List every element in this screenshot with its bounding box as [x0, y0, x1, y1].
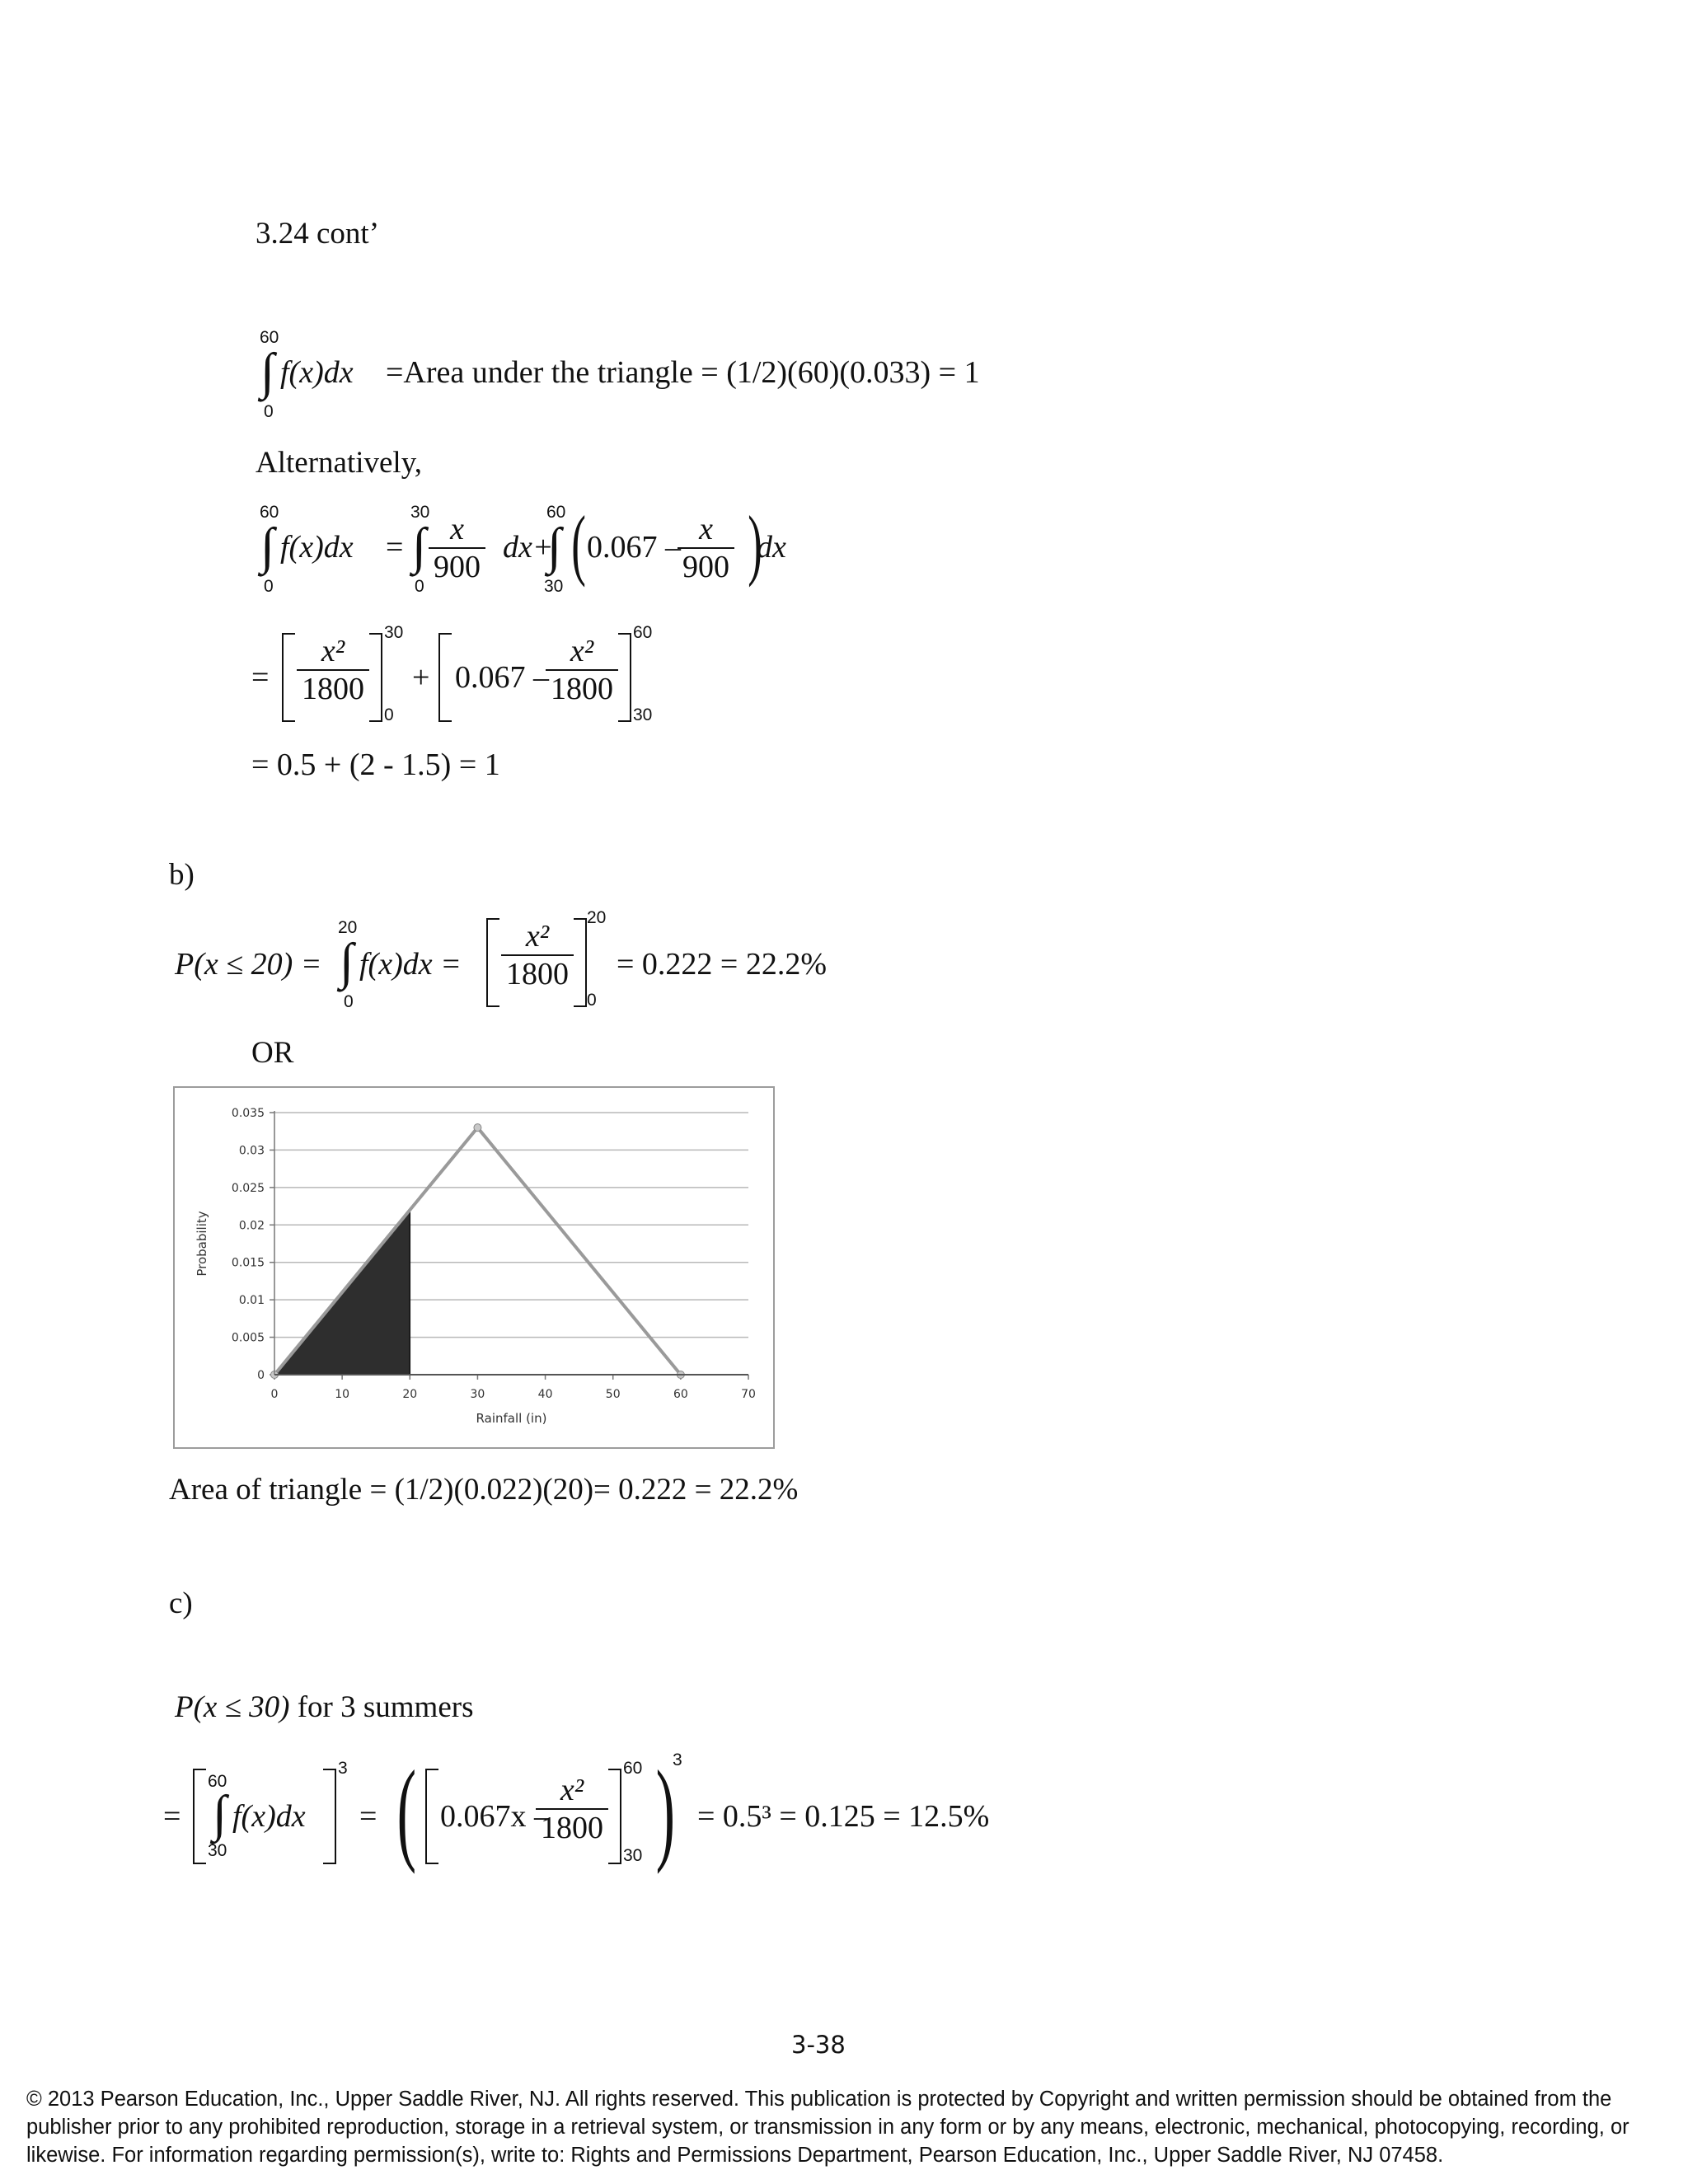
upper-limit: 60 — [260, 328, 279, 347]
right-paren: ) — [655, 1747, 675, 1875]
lower-limit: 0 — [587, 991, 597, 1010]
denominator: 1800 — [536, 1808, 608, 1846]
y-tick-label: 0.015 — [231, 1256, 265, 1270]
page-number: 3-38 — [791, 2031, 846, 2059]
probability-expression: P(x ≤ 30) — [175, 1690, 290, 1724]
denominator: 1800 — [501, 954, 574, 992]
y-tick-label: 0.02 — [238, 1219, 265, 1233]
equals-sign: = — [251, 660, 270, 695]
denominator: 900 — [678, 547, 734, 585]
equation-rhs: = 0.5³ = 0.125 = 12.5% — [697, 1799, 990, 1834]
x-tick-label: 20 — [402, 1388, 418, 1401]
y-tick-label: 0.01 — [238, 1294, 265, 1308]
y-tick-label: 0.025 — [231, 1181, 265, 1195]
fraction — [297, 633, 369, 707]
lower-limit: 0 — [415, 577, 424, 596]
x-tick-label: 10 — [335, 1388, 350, 1401]
or-label: OR — [251, 1036, 294, 1070]
x-axis-label: Rainfall (in) — [476, 1411, 547, 1426]
numerator: x² — [525, 919, 550, 954]
part-c-label: c) — [169, 1586, 193, 1620]
denominator: 1800 — [546, 669, 618, 707]
lower-limit: 30 — [544, 577, 564, 596]
lower-limit: 30 — [623, 1846, 643, 1865]
equals-sign: = — [163, 1799, 181, 1834]
upper-limit: 20 — [587, 908, 607, 927]
exponent: 3 — [673, 1750, 682, 1769]
section-heading: 3.24 cont’ — [256, 217, 380, 251]
fraction — [678, 511, 734, 585]
right-bracket — [608, 1769, 621, 1864]
equation-result: = 0.5 + (2 - 1.5) = 1 — [251, 748, 500, 782]
integral-sign: ∫ — [260, 344, 274, 400]
integral-sign: ∫ — [412, 518, 426, 574]
upper-limit: 60 — [260, 503, 279, 522]
right-paren: ) — [748, 499, 762, 588]
right-bracket — [369, 633, 382, 722]
x-tick-label: 70 — [741, 1388, 756, 1401]
y-tick-label: 0.035 — [231, 1107, 265, 1120]
probability-lhs: P(x ≤ 20) = — [175, 947, 322, 982]
antiderivative-text: 0.067x – — [440, 1799, 550, 1834]
upper-limit: 30 — [384, 623, 404, 642]
upper-limit: 60 — [546, 503, 566, 522]
right-bracket — [618, 633, 631, 722]
lower-limit: 0 — [264, 402, 274, 421]
right-bracket — [323, 1769, 336, 1864]
lower-limit: 30 — [633, 705, 653, 724]
differential: dx — [757, 530, 786, 565]
left-bracket — [438, 633, 452, 722]
integrand: f(x)dx = — [359, 947, 462, 982]
equals-sign: = — [386, 530, 404, 565]
summers-text: for 3 summers — [289, 1690, 474, 1724]
equation-rhs: =Area under the triangle = (1/2)(60)(0.033) = 1 — [386, 355, 980, 390]
integrand: f(x)dx — [280, 530, 354, 565]
left-bracket — [282, 633, 295, 722]
left-paren: ( — [396, 1747, 416, 1875]
lower-limit: 0 — [344, 992, 354, 1011]
upper-limit: 20 — [338, 918, 358, 937]
lower-limit: 0 — [384, 705, 394, 724]
y-tick-label: 0.005 — [231, 1331, 265, 1345]
left-bracket — [486, 918, 499, 1007]
antiderivative-term — [440, 1798, 550, 1835]
integrand: f(x)dx — [280, 355, 354, 390]
upper-limit: 60 — [623, 1759, 643, 1778]
y-axis-label: Probability — [195, 1211, 209, 1277]
integral-sign: ∫ — [213, 1786, 227, 1842]
numerator: x² — [560, 1773, 584, 1807]
x-tick-label: 30 — [470, 1388, 485, 1401]
equals-sign: = — [359, 1799, 377, 1834]
integrand: f(x)dx — [232, 1799, 306, 1834]
numerator: x — [450, 512, 464, 546]
data-point — [474, 1124, 481, 1132]
integral-sign: ∫ — [547, 518, 561, 574]
differential: dx+ — [503, 530, 554, 565]
numerator: x² — [570, 634, 594, 668]
y-tick-label: 0.03 — [238, 1144, 265, 1158]
rainfall-probability-chart — [173, 1086, 775, 1449]
fraction — [501, 918, 574, 992]
numerator: x — [699, 512, 713, 546]
x-tick-label: 60 — [673, 1388, 688, 1401]
x-tick-label: 50 — [605, 1388, 621, 1401]
equation-rhs: = 0.222 = 22.2% — [617, 947, 828, 982]
lower-limit: 30 — [208, 1841, 227, 1860]
lower-limit: 0 — [264, 577, 274, 596]
exponent: 3 — [338, 1759, 348, 1778]
upper-limit: 60 — [208, 1772, 227, 1791]
x-tick-label: 0 — [270, 1388, 279, 1401]
alternatively-label: Alternatively, — [256, 446, 423, 480]
plus-sign: + — [412, 660, 430, 695]
left-bracket — [193, 1769, 206, 1864]
copyright-notice: © 2013 Pearson Education, Inc., Upper Saddle River, NJ. All rights reserved. This publication is protected by Copyright and written permission should be obtained from the publisher prior to any prohibited reproduction, storage in a retrieval system, or transmission in any form or by any means, electronic, mechanical, photocopying, recording, or likewise. For information regarding permission(s), write to: Rights and Permissions Department, Pearson Education, Inc., Upper Saddle River, NJ 07458. — [26, 2088, 1629, 2167]
summers-line — [175, 1690, 473, 1725]
fraction — [546, 633, 618, 707]
left-bracket — [425, 1769, 438, 1864]
upper-limit: 60 — [633, 623, 653, 642]
denominator: 1800 — [297, 669, 369, 707]
x-tick-label: 40 — [537, 1388, 553, 1401]
numerator: x² — [321, 634, 345, 668]
integral-sign: ∫ — [260, 518, 274, 574]
right-bracket — [574, 918, 587, 1007]
fraction — [536, 1772, 608, 1846]
denominator: 900 — [429, 547, 485, 585]
constant-term: 0.067 – — [455, 660, 549, 695]
integral-sign: ∫ — [340, 934, 354, 990]
upper-limit: 30 — [410, 503, 430, 522]
y-tick-label: 0 — [257, 1369, 265, 1382]
constant-term: 0.067 – — [587, 530, 681, 565]
area-of-triangle-text: Area of triangle = (1/2)(0.022)(20)= 0.222 = 22.2% — [169, 1473, 799, 1507]
left-paren: ( — [571, 499, 586, 588]
part-b-label: b) — [169, 858, 195, 892]
fraction — [429, 511, 485, 585]
